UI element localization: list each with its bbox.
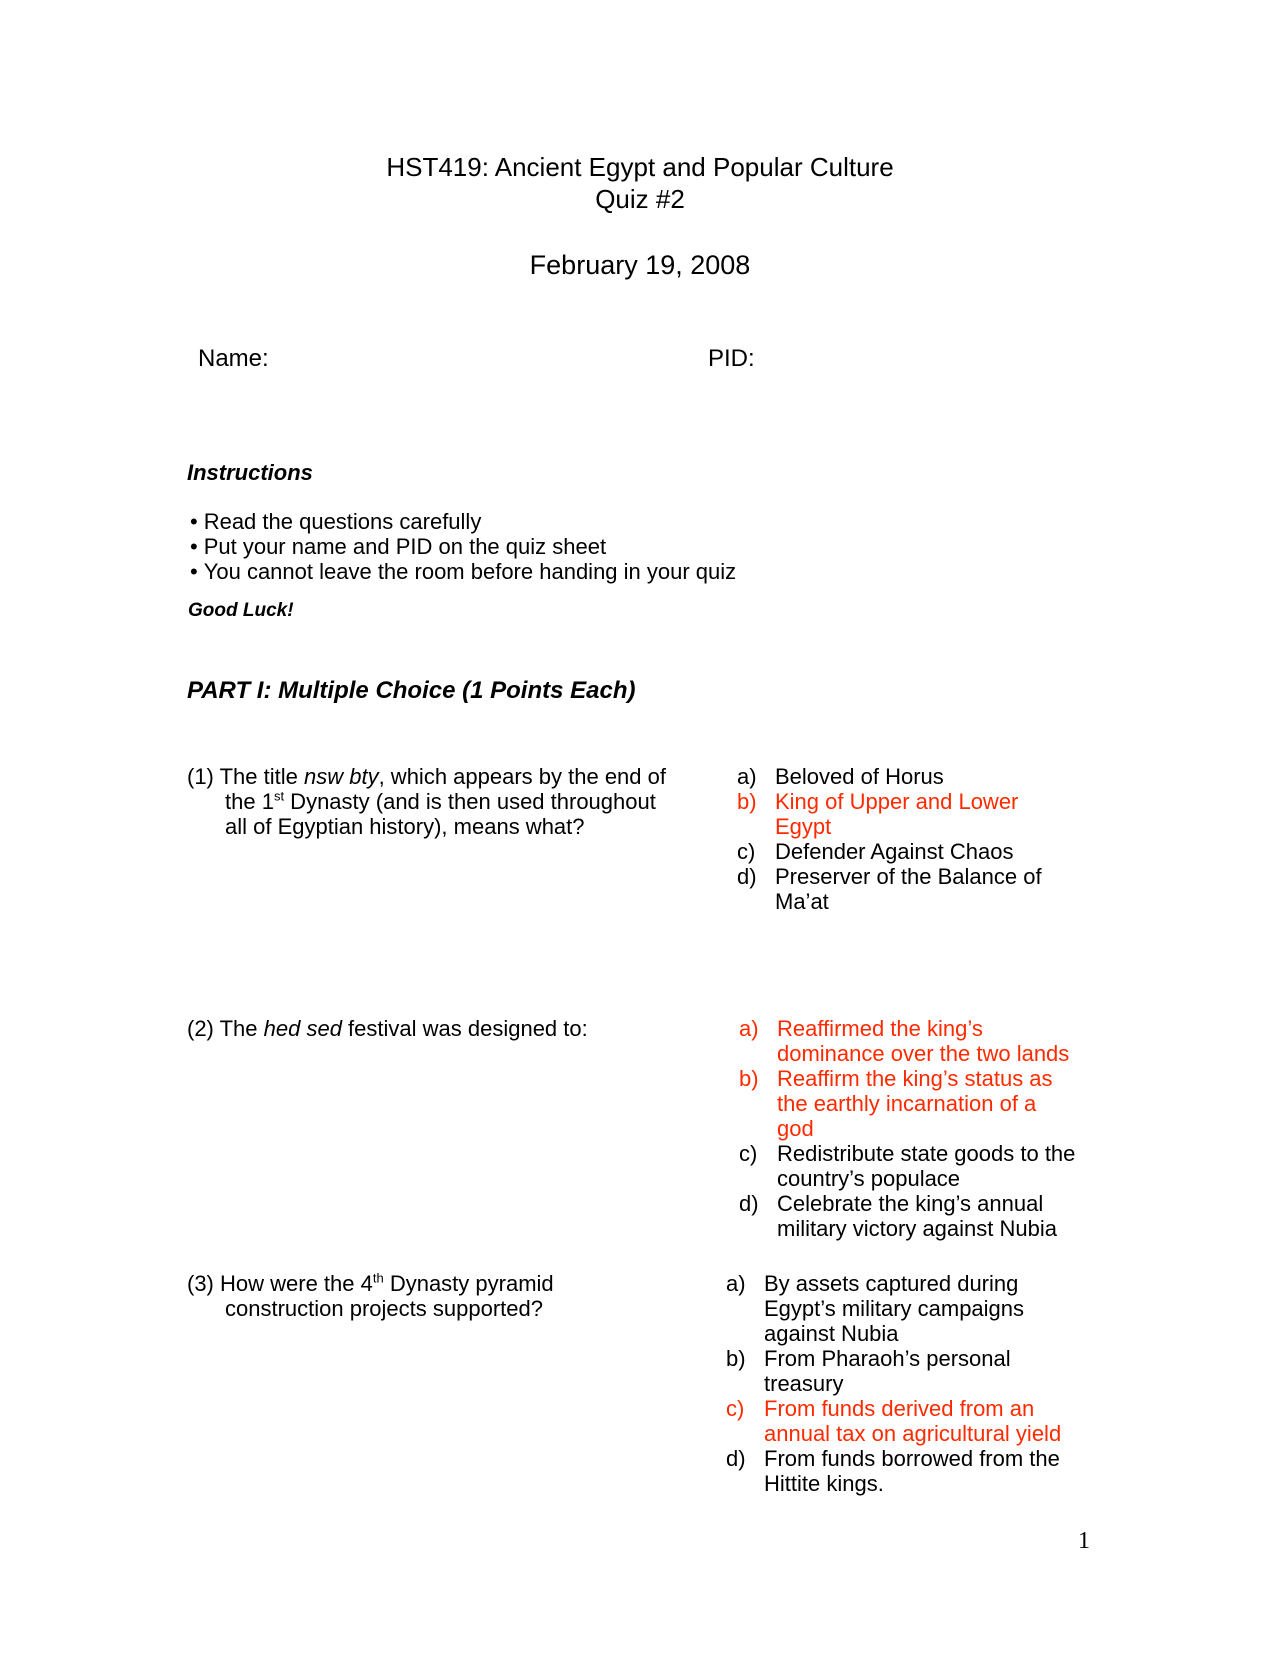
instructions-heading: Instructions [187,460,313,485]
question-2-options [739,1016,1079,1241]
question-1: (1) The title nsw bty, which appears by the end of the 1st Dynasty (and is then used throughout all of Egyptian history), means what? [187,764,666,839]
quiz-date: February 19, 2008 [529,250,751,280]
answer-option: d) From funds borrowed from the Hittite kings. [726,1446,1060,1496]
answer-option-correct: a) Reaffirmed the king’s dominance over the two lands [739,1016,1070,1066]
page-number: 1 [1078,1528,1090,1554]
answer-option: b) From Pharaoh’s personal treasury [726,1346,1011,1396]
answer-option: c) Defender Against Chaos [737,839,1014,864]
quiz-number: Quiz #2 [595,184,685,214]
name-label: Name: [198,345,269,372]
answer-option: d) Preserver of the Balance of Ma’at [737,864,1042,914]
answer-option: a) By assets captured during Egypt’s military campaigns against Nubia [726,1271,1025,1346]
instruction-item: • You cannot leave the room before handing in your quiz [190,559,736,584]
page-title: HST419: Ancient Egypt and Popular Culture [386,152,894,182]
instruction-item: • Put your name and PID on the quiz sheet [190,534,736,559]
good-luck-text: Good Luck! [188,600,294,621]
part-one-heading: PART I: Multiple Choice (1 Points Each) [187,677,636,704]
answer-option-correct: c) From funds derived from an annual tax on agricultural yield [726,1396,1062,1446]
answer-option: a) Beloved of Horus [737,764,944,789]
question-2: (2) The hed sed festival was designed to: [187,1016,588,1041]
question-3: (3) How were the 4th Dynasty pyramid construction projects supported? [187,1270,554,1321]
answer-option-correct: b) King of Upper and Lower Egypt [737,789,1019,839]
answer-option-correct: b) Reaffirm the king’s status as the earthly incarnation of a god [739,1066,1053,1141]
pid-label: PID: [708,345,755,372]
answer-option: c) Redistribute state goods to the country’s populace [739,1141,1076,1191]
answer-option: d) Celebrate the king’s annual military victory against Nubia [739,1191,1057,1241]
question-1-options [737,764,1057,914]
instructions-list [190,509,736,584]
question-3-options [726,1271,1076,1496]
instruction-item: • Read the questions carefully [190,509,736,534]
